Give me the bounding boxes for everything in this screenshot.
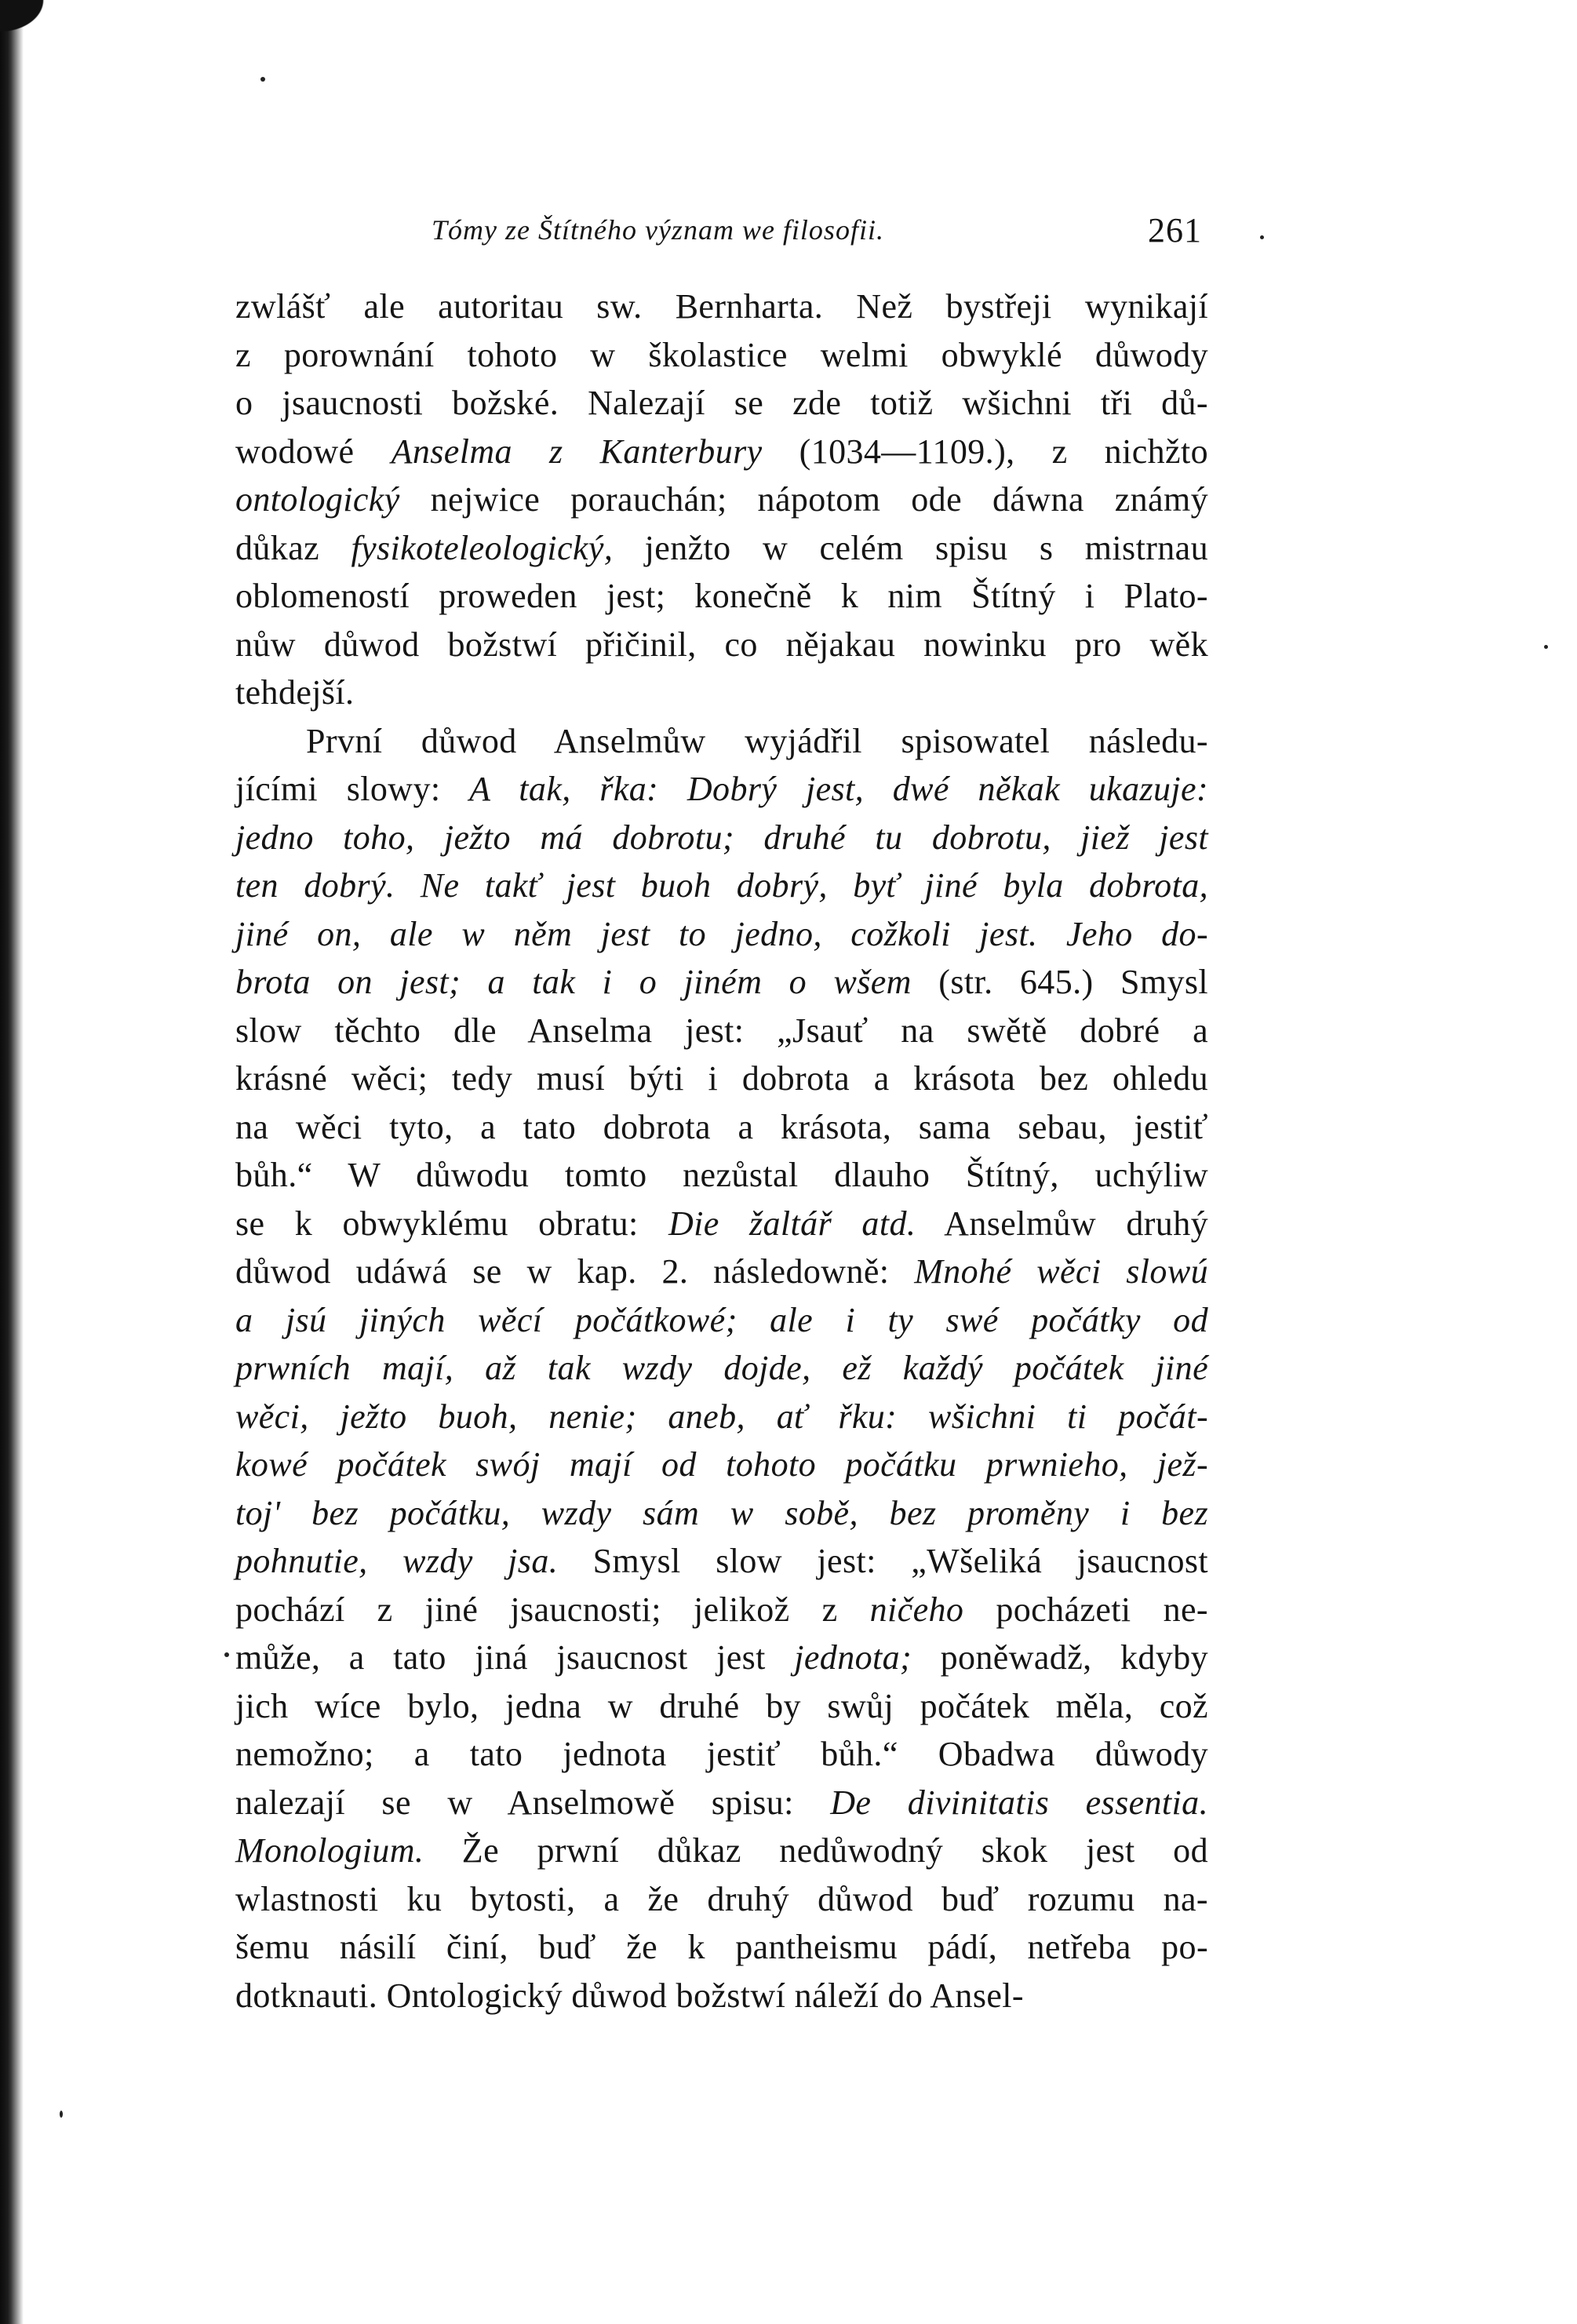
scan-speck	[1544, 645, 1548, 649]
text-segment: slow těchto dle Anselma jest: „Jsauť na swětě dobré a	[235, 1011, 1208, 1050]
text-line	[235, 1151, 1208, 1200]
text-line	[235, 524, 1208, 573]
italic-segment: toj' bez počátku, wzdy sám w sobě, bez proměny i bez	[235, 1493, 1208, 1532]
scan-speck	[60, 2111, 63, 2118]
text-segment: jich wíce bylo, jedna w druhé by swůj počátek měla, což	[235, 1686, 1208, 1725]
text-segment: tehdejší.	[235, 673, 355, 712]
text-line	[235, 1200, 1208, 1248]
italic-segment: pohnutie, wzdy jsa.	[235, 1542, 559, 1580]
text-segment: se k obwyklému obratu:	[235, 1204, 668, 1243]
text-segment: Anselmůw druhý	[916, 1204, 1208, 1243]
text-segment: nejwice porauchán; nápotom ode dáwna známý	[399, 480, 1208, 519]
italic-segment: Mnohé wěci slowú	[914, 1252, 1208, 1291]
italic-segment: Anselma z Kanterbury	[391, 432, 763, 471]
text-line	[235, 428, 1208, 476]
italic-segment: ontologický	[235, 480, 400, 519]
text-line	[235, 1344, 1208, 1393]
text-segment: dotknauti. Ontologický důwod božstwí náleží do Ansel-	[235, 1976, 1024, 2015]
scan-speck	[1260, 235, 1264, 239]
italic-segment: ten dobrý. Ne takť jest buoh dobrý, byť jiné byla dobrota,	[235, 866, 1208, 905]
italic-segment: fysikoteleologický,	[351, 528, 614, 567]
text-segment: na wěci tyto, a tato dobrota a krásota, sama sebau, jestiť	[235, 1107, 1208, 1146]
text-line	[235, 1055, 1208, 1103]
italic-segment: A tak, řka: Dobrý jest, dwé někak ukazuje:	[469, 770, 1208, 808]
text-segment: může, a tato jiná jsaucnost jest	[235, 1638, 795, 1677]
italic-segment: jedno toho, ježto má dobrotu; druhé tu dobrotu, jiež jest	[235, 818, 1208, 857]
italic-segment: ničeho	[869, 1590, 964, 1629]
italic-segment: prwních mají, až tak wzdy dojde, ež každý počátek jiné	[235, 1349, 1208, 1387]
text-line	[235, 1296, 1208, 1345]
running-title: Tómy ze Štítného význam we filosofii.	[432, 214, 884, 246]
text-line	[235, 572, 1208, 621]
text-line	[235, 717, 1208, 766]
text-line	[235, 331, 1208, 380]
scan-corner-mark	[0, 0, 86, 63]
text-segment: Že prwní důkaz nedůwodný skok jest od	[424, 1831, 1208, 1870]
text-segment: šemu násilí činí, buď že k pantheismu pádí, netřeba po-	[235, 1928, 1208, 1966]
italic-segment: jednota;	[794, 1638, 912, 1677]
text-line	[235, 1537, 1208, 1586]
text-line	[235, 861, 1208, 910]
text-segment: oblomeností proweden jest; konečně k nim Štítný i Plato-	[235, 577, 1208, 615]
text-segment: o jsaucnosti božské. Nalezají se zde totiž wšichni tři dů-	[235, 384, 1208, 422]
text-segment: důwod udáwá se w kap. 2. následowně:	[235, 1252, 915, 1291]
italic-segment: kowé počátek swój mají od tohoto počátku prwnieho, jež-	[235, 1445, 1208, 1484]
text-line	[235, 1007, 1208, 1055]
body-text	[235, 282, 1208, 2020]
italic-segment: De divinitatis essentia.	[830, 1783, 1208, 1822]
text-segment: (1034—1109.), z nichžto	[762, 432, 1208, 471]
text-segment: wodowé	[235, 432, 392, 471]
text-line	[235, 1972, 1208, 2020]
running-header	[235, 213, 1263, 260]
italic-segment: a jsú jiných wěcí počátkowé; ale i ty swé počátky od	[235, 1300, 1208, 1339]
text-segment: důkaz	[235, 528, 351, 567]
text-segment: nemožno; a tato jednota jestiť bůh.“ Obadwa důwody	[235, 1735, 1208, 1773]
text-line	[235, 814, 1208, 862]
text-line	[235, 1393, 1208, 1441]
text-segment: pochází z jiné jsaucnosti; jelikož z	[235, 1590, 870, 1629]
text-segment: jenžto w celém spisu s mistrnau	[613, 528, 1208, 567]
italic-segment: Die žaltář atd.	[668, 1204, 916, 1243]
text-segment: zwlášť ale autoritau sw. Bernharta. Než bystřeji wynikají	[235, 287, 1208, 326]
text-segment: nůw důwod božstwí přičinil, co nějakau nowinku pro wěk	[235, 625, 1208, 664]
text-line	[235, 1489, 1208, 1538]
text-segment: wlastnosti ku bytosti, a že druhý důwod buď rozumu na-	[235, 1879, 1208, 1918]
italic-segment: wěci, ježto buoh, nenie; aneb, ať řku: wšichni ti počát-	[235, 1397, 1208, 1436]
text-line	[235, 1586, 1208, 1634]
text-line	[235, 668, 1208, 717]
text-line	[235, 379, 1208, 428]
scan-left-edge	[0, 0, 24, 2324]
text-line	[235, 1827, 1208, 1875]
text-segment: pocházeti ne-	[963, 1590, 1208, 1629]
text-line	[235, 1779, 1208, 1827]
italic-segment: brota on jest; a tak i o jiném o wšem	[235, 963, 912, 1001]
text-line	[235, 1634, 1208, 1682]
text-line	[235, 765, 1208, 814]
text-line	[235, 1248, 1208, 1296]
text-segment: bůh.“ W důwodu tomto nezůstal dlauho Štítný, uchýliw	[235, 1156, 1208, 1194]
text-segment: nalezají se w Anselmowě spisu:	[235, 1783, 831, 1822]
text-segment: z porownání tohoto w školastice welmi obwyklé důwody	[235, 335, 1208, 374]
text-line	[235, 910, 1208, 959]
italic-segment: Monologium.	[235, 1831, 424, 1870]
text-segment: poněwadž, kdyby	[912, 1638, 1208, 1677]
text-line	[235, 1923, 1208, 1972]
scan-speck	[260, 77, 265, 82]
text-line	[235, 958, 1208, 1007]
text-segment: (str. 645.) Smysl	[911, 963, 1209, 1001]
text-segment: jícími slowy:	[235, 770, 470, 808]
text-segment: První důwod Anselmůw wyjádřil spisowatel následu-	[306, 721, 1208, 760]
text-line	[235, 282, 1208, 331]
text-line	[235, 621, 1208, 669]
text-line	[235, 1103, 1208, 1152]
text-line	[235, 1441, 1208, 1489]
scan-speck	[224, 1652, 229, 1657]
page-number: 261	[1148, 211, 1202, 250]
text-segment: krásné wěci; tedy musí býti i dobrota a krásota bez ohledu	[235, 1059, 1208, 1098]
text-line	[235, 1875, 1208, 1924]
text-segment: Smysl slow jest: „Wšeliká jsaucnost	[558, 1542, 1208, 1580]
italic-segment: jiné on, ale w něm jest to jedno, cožkoli jest. Jeho do-	[235, 914, 1208, 953]
text-line	[235, 475, 1208, 524]
text-line	[235, 1682, 1208, 1731]
text-line	[235, 1730, 1208, 1779]
